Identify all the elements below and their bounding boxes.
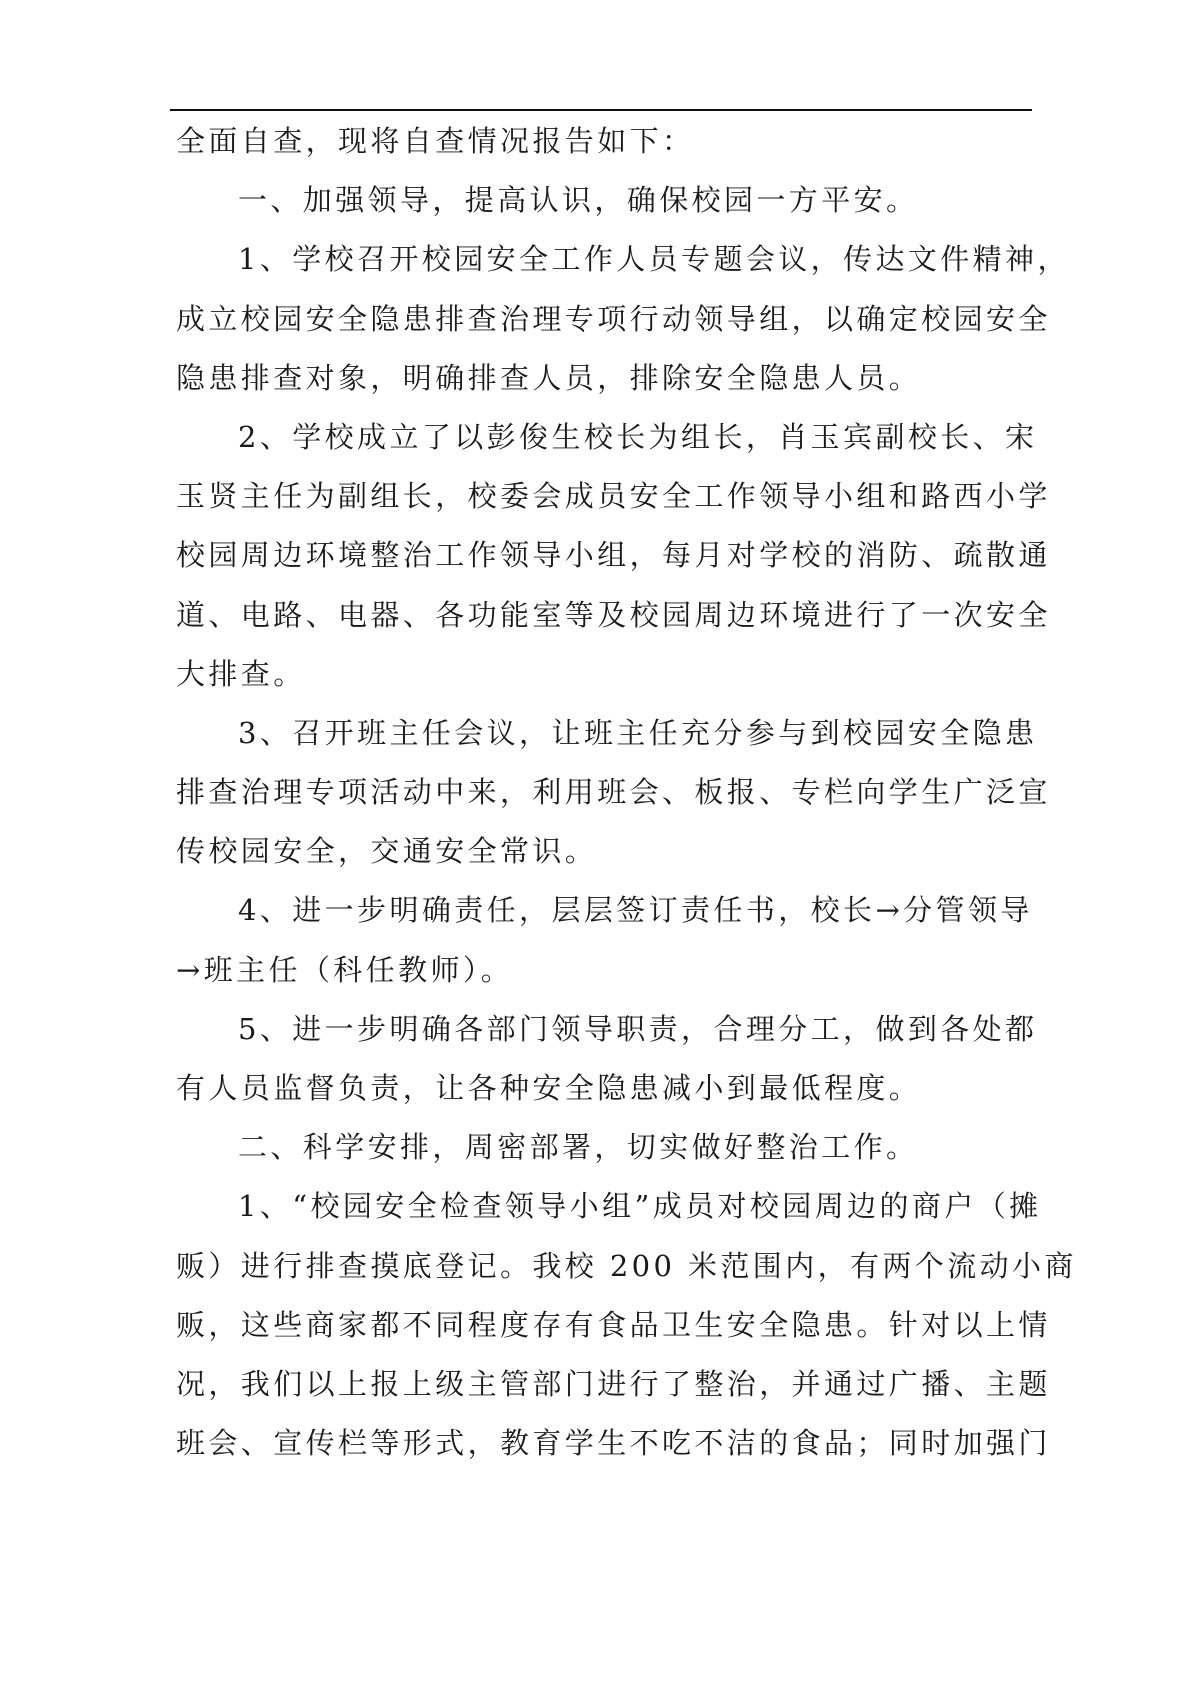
paragraph-line: 成立校园安全隐患排查治理专项行动领导组，以确定校园安全 xyxy=(176,301,1051,336)
paragraph-line: 4、进一步明确责任，层层签订责任书，校长→分管领导 xyxy=(238,893,1033,928)
paragraph-line: →班主任（科任教师）。 xyxy=(176,952,514,987)
paragraph-line: 贩）进行排查摸底登记。我校 200 米范围内，有两个流动小商 xyxy=(176,1248,1077,1283)
paragraph-line: 玉贤主任为副组长，校委会成员安全工作领导小组和路西小学 xyxy=(176,479,1051,514)
paragraph-line: 校园周边环境整治工作领导小组，每月对学校的消防、疏散通 xyxy=(176,538,1051,573)
paragraph-line: 2、学校成立了以彭俊生校长为组长，肖玉宾副校长、宋 xyxy=(238,419,1038,454)
header-rule xyxy=(170,109,1032,111)
paragraph-line: 贩，这些商家都不同程度存有食品卫生安全隐患。针对以上情 xyxy=(176,1307,1051,1342)
paragraph-line: 有人员监督负责，让各种安全隐患减小到最低程度。 xyxy=(176,1071,922,1105)
paragraph-line: 隐患排查对象，明确排查人员，排除安全隐患人员。 xyxy=(176,360,922,395)
paragraph-line: 况，我们以上报上级主管部门进行了整治，并通过广播、主题 xyxy=(176,1366,1051,1401)
section-heading-1: 一、加强领导，提高认识，确保校园一方平安。 xyxy=(238,183,919,218)
document-body xyxy=(176,112,1077,1473)
section-heading-2: 二、科学安排，周密部署，切实做好整治工作。 xyxy=(238,1130,919,1165)
paragraph-line: 道、电路、电器、各功能室等及校园周边环境进行了一次安全 xyxy=(176,597,1051,632)
paragraph-line: 传校园安全，交通安全常识。 xyxy=(176,834,598,869)
paragraph-line: 大排查。 xyxy=(176,656,306,691)
paragraph-line: 1、“校园安全检查领导小组”成员对校园周边的商户（摊 xyxy=(238,1189,1042,1224)
paragraph-line: 5、进一步明确各部门领导职责，合理分工，做到各处都 xyxy=(238,1011,1038,1046)
paragraph-line: 3、召开班主任会议，让班主任充分参与到校园安全隐患 xyxy=(238,715,1038,750)
paragraph-line: 1、学校召开校园安全工作人员专题会议，传达文件精神， xyxy=(238,242,1070,277)
paragraph-line: 排查治理专项活动中来，利用班会、板报、专栏向学生广泛宣 xyxy=(176,775,1051,810)
text-line: 全面自查，现将自查情况报告如下： xyxy=(176,124,695,158)
paragraph-line: 班会、宣传栏等形式，教育学生不吃不洁的食品；同时加强门 xyxy=(176,1426,1051,1461)
